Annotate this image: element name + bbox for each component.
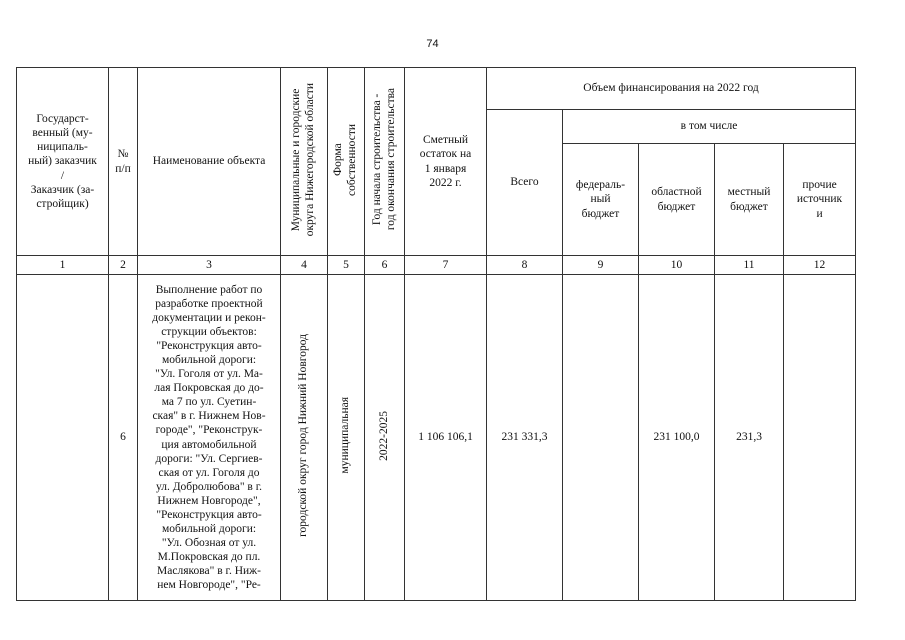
column-number: 5	[328, 256, 365, 275]
header-object-name: Наименование объекта	[138, 68, 281, 256]
header-total: Всего	[487, 110, 563, 256]
header-number: № п/п	[109, 68, 138, 256]
column-number: 7	[405, 256, 487, 275]
row-local: 231,3	[715, 275, 784, 601]
header-regional: областной бюджет	[639, 144, 715, 256]
header-ownership: Форма собственности	[332, 123, 358, 196]
header-ownership-cell	[328, 68, 365, 256]
column-number: 12	[784, 256, 856, 275]
column-number-row	[17, 256, 856, 275]
row-estimated-balance: 1 106 106,1	[405, 275, 487, 601]
row-other	[784, 275, 856, 601]
row-ownership-cell	[328, 275, 365, 601]
row-number: 6	[109, 275, 138, 601]
header-years-cell	[365, 68, 405, 256]
column-number: 3	[138, 256, 281, 275]
header-estimated-balance: Сметный остаток на 1 января 2022 г.	[405, 68, 487, 256]
column-number: 1	[17, 256, 109, 275]
row-regional: 231 100,0	[639, 275, 715, 601]
column-number: 4	[281, 256, 328, 275]
header-row-1	[17, 68, 856, 110]
column-number: 2	[109, 256, 138, 275]
header-including: в том числе	[563, 110, 856, 144]
row-federal	[563, 275, 639, 601]
column-number: 10	[639, 256, 715, 275]
header-years: Год начала строительства - год окончания строительства	[370, 88, 397, 231]
row-municipality-cell	[281, 275, 328, 601]
row-ownership: муниципальная	[339, 397, 352, 474]
header-municipality: Муниципальные и городские округа Нижегородской области	[290, 82, 316, 237]
row-years-cell	[365, 275, 405, 601]
column-number: 11	[715, 256, 784, 275]
header-other: прочие источник и	[784, 144, 856, 256]
row-customer	[17, 275, 109, 601]
row-object-name: Выполнение работ по разработке проектной документации и рекон- струкции объектов: "Реконструкция авто- мобильной дороги: "Ул. Гоголя от ул. Ма- лая Покровская до до- ма 7 по ул. Суетин- ская" в г. Нижнем Нов- городе", "Реконструк- ция автомобильной дороги: "Ул. Сергиев- ская от ул. Гоголя до ул. Добролюбова" в г. Нижнем Новгороде", "Реконструкция авто- мобильной дороги: "Ул. Обозная от ул. М.Покровская до пл. Маслякова" в г. Ниж- нем Новгороде", "Ре-	[138, 275, 281, 601]
table-row	[17, 275, 856, 601]
header-financing: Объем финансирования на 2022 год	[487, 68, 856, 110]
column-number: 9	[563, 256, 639, 275]
column-number: 8	[487, 256, 563, 275]
header-municipality-cell	[281, 68, 328, 256]
header-federal: федераль- ный бюджет	[563, 144, 639, 256]
column-number: 6	[365, 256, 405, 275]
row-years: 2022-2025	[377, 410, 390, 461]
page-number: 74	[426, 38, 439, 50]
row-municipality: городской округ город Нижний Новгород	[297, 334, 310, 537]
financing-table	[16, 67, 856, 601]
header-customer: Государст- венный (му- ниципаль- ный) заказчик / Заказчик (за- стройщик)	[17, 68, 109, 256]
header-local: местный бюджет	[715, 144, 784, 256]
row-total: 231 331,3	[487, 275, 563, 601]
